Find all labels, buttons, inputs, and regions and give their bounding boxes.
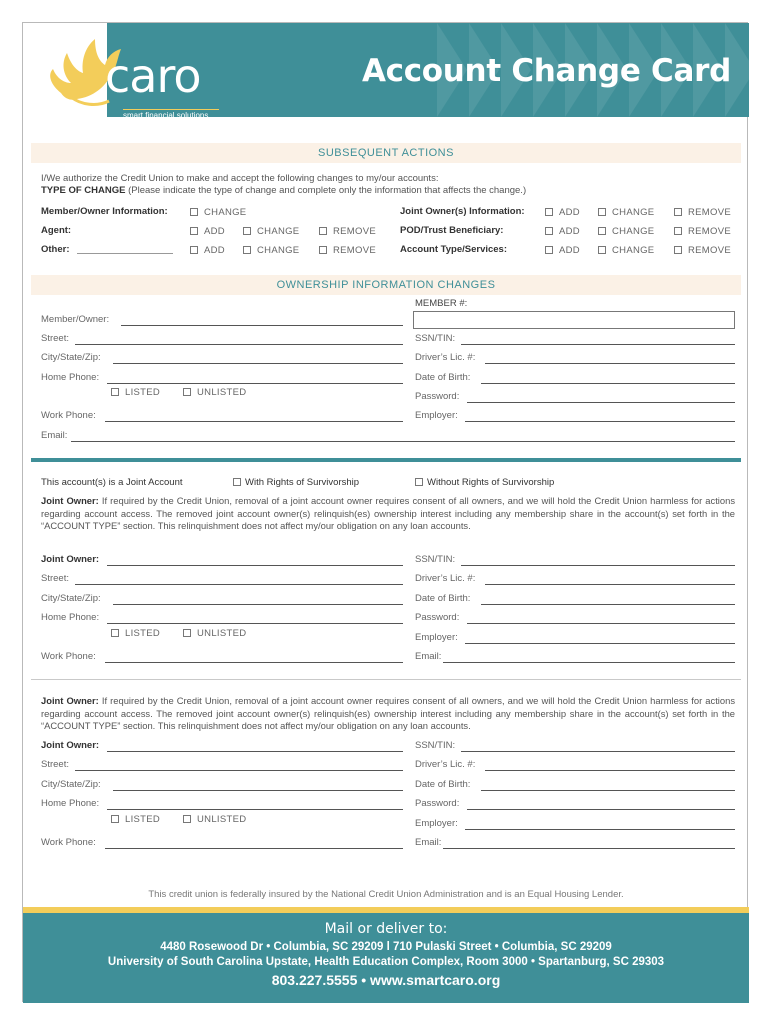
logo <box>33 31 243 120</box>
address-line-2: University of South Carolina Upstate, Health Education Complex, Room 3000 • Spartanburg, SC 29303 <box>107 956 665 968</box>
type-of-change-label: TYPE OF CHANGE <box>41 185 126 196</box>
joint-1-employer-input[interactable] <box>465 643 735 644</box>
joint-1-listed-label: LISTED <box>125 628 161 639</box>
joint-owner-change-checkbox[interactable] <box>598 208 606 216</box>
account-type-remove-checkbox[interactable] <box>674 246 682 254</box>
joint-1-home-phone-label: Home Phone: <box>41 612 100 623</box>
dob-input[interactable] <box>481 383 735 384</box>
with-rights-checkbox[interactable] <box>233 478 241 486</box>
other-change-label: CHANGE <box>257 245 300 256</box>
email-input[interactable] <box>71 441 735 442</box>
joint-1-ssn-label: SSN/TIN: <box>415 554 456 565</box>
agent-add-label: ADD <box>204 226 225 237</box>
subsequent-actions-heading: SUBSEQUENT ACTIONS <box>31 143 741 163</box>
joint-2-home-phone-input[interactable] <box>107 809 403 810</box>
joint-owner-add-checkbox[interactable] <box>545 208 553 216</box>
joint-owner-disclosure-1: Joint Owner: If required by the Credit Union, removal of a joint account owner requires consent of all owners, and we will hold the Credit Union harmless for actions regarding account access. The removed joint account owner(s) relinquish(es) ownership interest including any membership share in the account(s) set forth in the “ACCOUNT TYPE” section. This relinquishment does not affect my/our obligation on any loan accounts. <box>41 495 736 531</box>
joint-1-city-input[interactable] <box>113 604 403 605</box>
joint-2-listed-checkbox[interactable] <box>111 815 119 823</box>
home-phone-label: Home Phone: <box>41 372 100 383</box>
joint-owner-2-input[interactable] <box>107 751 403 752</box>
drivers-license-input[interactable] <box>485 363 735 364</box>
joint-1-street-input[interactable] <box>75 584 403 585</box>
joint-2-home-phone-label: Home Phone: <box>41 798 100 809</box>
agent-remove-label: REMOVE <box>333 226 376 237</box>
drivers-license-label: Driver’s Lic. #: <box>415 352 476 363</box>
password-label: Password: <box>415 391 460 402</box>
other-remove-checkbox[interactable] <box>319 246 327 254</box>
agent-remove-checkbox[interactable] <box>319 227 327 235</box>
dob-label: Date of Birth: <box>415 372 471 383</box>
joint-2-dob-input[interactable] <box>481 790 735 791</box>
mail-heading: Mail or deliver to: <box>324 921 448 937</box>
joint-2-drivers-label: Driver’s Lic. #: <box>415 759 476 770</box>
joint-2-password-label: Password: <box>415 798 460 809</box>
ssn-input[interactable] <box>461 344 735 345</box>
type-of-change-row <box>41 185 526 196</box>
agent-add-checkbox[interactable] <box>190 227 198 235</box>
ncua-notice: This credit union is federally insured by the National Credit Union Administration and is an Equal Housing Lender. <box>148 889 624 900</box>
employer-input[interactable] <box>465 421 735 422</box>
pod-label: POD/Trust Beneficiary: <box>400 225 504 236</box>
joint-owner-change-label: CHANGE <box>612 207 655 218</box>
member-number-input[interactable] <box>413 311 735 329</box>
account-type-add-checkbox[interactable] <box>545 246 553 254</box>
pod-change-checkbox[interactable] <box>598 227 606 235</box>
other-remove-label: REMOVE <box>333 245 376 256</box>
joint-1-work-phone-label: Work Phone: <box>41 651 96 662</box>
member-owner-input[interactable] <box>121 325 403 326</box>
joint-owner-info-label: Joint Owner(s) Information: <box>400 206 525 217</box>
other-label: Other: <box>41 244 70 255</box>
agent-change-label: CHANGE <box>257 226 300 237</box>
member-owner-label: Member/Owner: <box>41 314 110 325</box>
logo-tagline: smart financial solutions <box>123 109 219 120</box>
other-input-line[interactable] <box>77 253 173 254</box>
listed-checkbox[interactable] <box>111 388 119 396</box>
unlisted-label: UNLISTED <box>197 387 247 398</box>
joint-1-password-label: Password: <box>415 612 460 623</box>
joint-1-street-label: Street: <box>41 573 69 584</box>
footer <box>23 913 749 1003</box>
joint-1-employer-label: Employer: <box>415 632 458 643</box>
other-change-checkbox[interactable] <box>243 246 251 254</box>
account-type-add-label: ADD <box>559 245 580 256</box>
joint-owner-disclosure-2: Joint Owner: If required by the Credit Union, removal of a joint account owner requires consent of all owners, and we will hold the Credit Union harmless for actions regarding account access. The removed joint account owner(s) relinquish(es) ownership interest including any membership share in the account(s) set forth in the “ACCOUNT TYPE” section. This relinquishment does not affect my/our obligation on any loan accounts. <box>41 695 736 731</box>
member-owner-change-checkbox[interactable] <box>190 208 198 216</box>
joint-2-work-phone-input[interactable] <box>105 848 403 849</box>
joint-2-unlisted-label: UNLISTED <box>197 814 247 825</box>
joint-1-home-phone-input[interactable] <box>107 623 403 624</box>
joint-2-email-input[interactable] <box>443 848 735 849</box>
pod-change-label: CHANGE <box>612 226 655 237</box>
unlisted-checkbox[interactable] <box>183 388 191 396</box>
joint-1-listed-checkbox[interactable] <box>111 629 119 637</box>
with-rights-label: With Rights of Survivorship <box>245 477 360 488</box>
header <box>23 23 749 120</box>
without-rights-label: Without Rights of Survivorship <box>427 477 555 488</box>
address-line-1: 4480 Rosewood Dr • Columbia, SC 29209 l 710 Pulaski Street • Columbia, SC 29209 <box>160 941 612 953</box>
joint-1-unlisted-label: UNLISTED <box>197 628 247 639</box>
joint-1-password-input[interactable] <box>467 623 735 624</box>
joint-2-employer-input[interactable] <box>465 829 735 830</box>
joint-2-employer-label: Employer: <box>415 818 458 829</box>
joint-1-drivers-label: Driver’s Lic. #: <box>415 573 476 584</box>
home-phone-input[interactable] <box>107 383 403 384</box>
joint-2-listed-label: LISTED <box>125 814 161 825</box>
ssn-label: SSN/TIN: <box>415 333 456 344</box>
joint-2-work-phone-label: Work Phone: <box>41 837 96 848</box>
account-change-card <box>22 22 748 1002</box>
joint-2-ssn-label: SSN/TIN: <box>415 740 456 751</box>
joint-1-unlisted-checkbox[interactable] <box>183 629 191 637</box>
email-label: Email: <box>41 430 68 441</box>
other-add-label: ADD <box>204 245 225 256</box>
joint-2-drivers-input[interactable] <box>485 770 735 771</box>
joint-1-ssn-input[interactable] <box>461 565 735 566</box>
section-divider <box>31 458 741 462</box>
block-separator <box>31 679 741 680</box>
joint-owner-2-label: Joint Owner: <box>41 740 100 751</box>
account-type-remove-label: REMOVE <box>688 245 731 256</box>
street-label: Street: <box>41 333 69 344</box>
joint-2-email-label: Email: <box>415 837 442 848</box>
password-input[interactable] <box>467 402 735 403</box>
joint-1-dob-input[interactable] <box>481 604 735 605</box>
joint-1-drivers-input[interactable] <box>485 584 735 585</box>
member-owner-change-label: CHANGE <box>204 207 247 218</box>
listed-label: LISTED <box>125 387 161 398</box>
ownership-heading: OWNERSHIP INFORMATION CHANGES <box>31 275 741 295</box>
authorize-text: I/We authorize the Credit Union to make and accept the following changes to my/our accounts: <box>41 173 439 184</box>
employer-label: Employer: <box>415 410 458 421</box>
agent-change-checkbox[interactable] <box>243 227 251 235</box>
member-owner-info-label: Member/Owner Information: <box>41 206 168 217</box>
joint-2-street-input[interactable] <box>75 770 403 771</box>
account-type-change-label: CHANGE <box>612 245 655 256</box>
pod-add-checkbox[interactable] <box>545 227 553 235</box>
joint-owner-remove-label: REMOVE <box>688 207 731 218</box>
type-of-change-note: (Please indicate the type of change and complete only the information that affects the change.) <box>128 185 527 196</box>
account-type-change-checkbox[interactable] <box>598 246 606 254</box>
account-type-label: Account Type/Services: <box>400 244 508 255</box>
city-input[interactable] <box>113 363 403 364</box>
work-phone-label: Work Phone: <box>41 410 96 421</box>
joint-owner-1-input[interactable] <box>107 565 403 566</box>
joint-2-city-input[interactable] <box>113 790 403 791</box>
joint-2-city-label: City/State/Zip: <box>41 779 101 790</box>
joint-account-label: This account(s) is a Joint Account <box>41 477 183 488</box>
joint-1-email-input[interactable] <box>443 662 735 663</box>
joint-1-city-label: City/State/Zip: <box>41 593 101 604</box>
joint-owner-remove-checkbox[interactable] <box>674 208 682 216</box>
joint-2-password-input[interactable] <box>467 809 735 810</box>
member-number-label: MEMBER #: <box>415 298 468 309</box>
joint-1-dob-label: Date of Birth: <box>415 593 471 604</box>
joint-2-unlisted-checkbox[interactable] <box>183 815 191 823</box>
joint-2-dob-label: Date of Birth: <box>415 779 471 790</box>
street-input[interactable] <box>75 344 403 345</box>
contact-line: 803.227.5555 • www.smartcaro.org <box>271 972 501 988</box>
joint-2-street-label: Street: <box>41 759 69 770</box>
joint-2-ssn-input[interactable] <box>461 751 735 752</box>
logo-text: caro <box>105 49 201 103</box>
joint-owner-add-label: ADD <box>559 207 580 218</box>
joint-1-email-label: Email: <box>415 651 442 662</box>
joint-1-work-phone-input[interactable] <box>105 662 403 663</box>
pod-add-label: ADD <box>559 226 580 237</box>
agent-label: Agent: <box>41 225 72 236</box>
other-add-checkbox[interactable] <box>190 246 198 254</box>
pod-remove-checkbox[interactable] <box>674 227 682 235</box>
work-phone-input[interactable] <box>105 421 403 422</box>
pod-remove-label: REMOVE <box>688 226 731 237</box>
page-title: Account Change Card <box>361 53 731 89</box>
without-rights-checkbox[interactable] <box>415 478 423 486</box>
city-label: City/State/Zip: <box>41 352 101 363</box>
joint-owner-1-label: Joint Owner: <box>41 554 100 565</box>
